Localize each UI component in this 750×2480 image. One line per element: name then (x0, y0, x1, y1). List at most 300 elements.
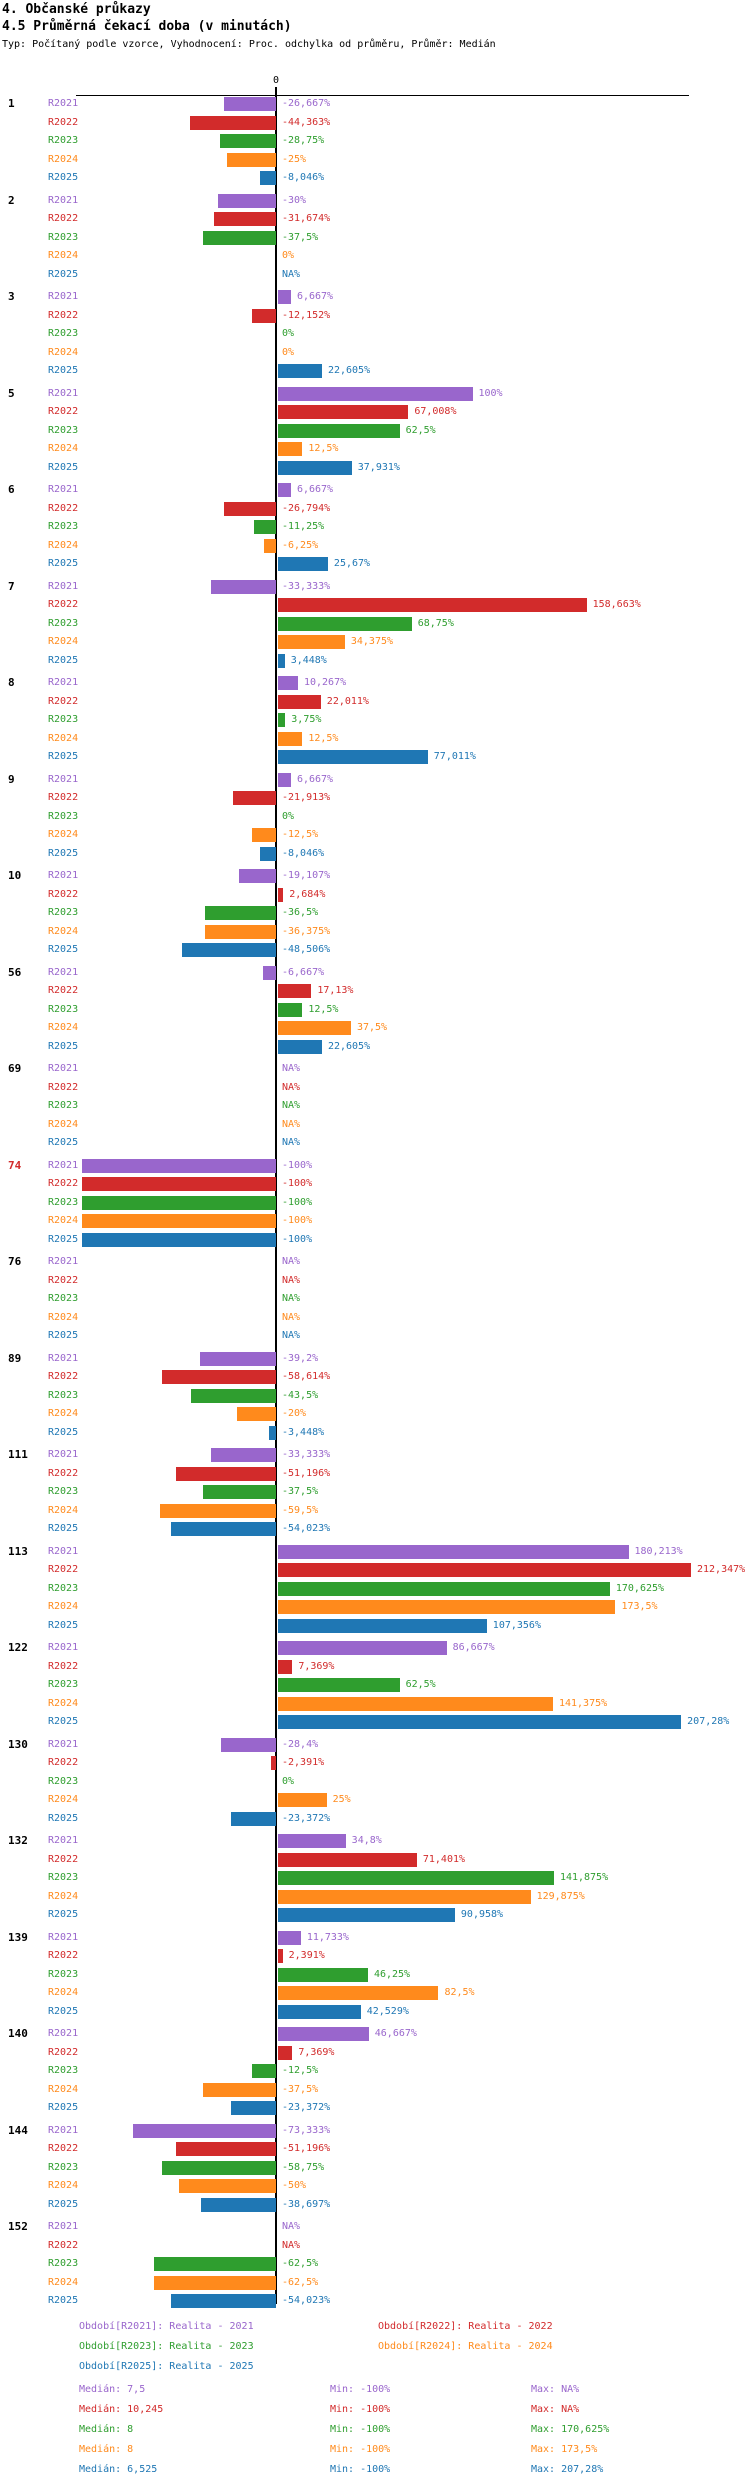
value-label: 62,5% (405, 424, 436, 436)
series-label: R2022 (48, 1757, 79, 1768)
bar (160, 1504, 276, 1518)
series-label: R2021 (48, 1063, 79, 1074)
value-label: -28,75% (282, 135, 325, 146)
value-label: -100% (282, 1233, 313, 1245)
series-label: R2025 (48, 2005, 79, 2017)
bar (200, 1352, 276, 1366)
series-label: R2022 (48, 1564, 79, 1575)
series-label: R2024 (48, 539, 79, 551)
bar (278, 1853, 417, 1867)
bar (278, 1545, 629, 1559)
bar (278, 1986, 438, 2000)
group-label: 76 (8, 1255, 22, 1268)
bar (278, 2005, 361, 2019)
series-label: R2025 (48, 2102, 79, 2113)
value-label: 62,5% (405, 1679, 436, 1690)
bar (278, 617, 412, 631)
series-label: R2022 (48, 1853, 79, 1865)
bar (82, 1233, 277, 1247)
series-label: R2022 (48, 599, 79, 610)
value-label: 7,369% (298, 2046, 335, 2058)
value-label: 12,5% (308, 443, 339, 454)
bar (211, 580, 276, 594)
series-label: R2024 (48, 636, 79, 647)
series-label: R2022 (48, 1950, 79, 1961)
series-label: R2021 (48, 1159, 79, 1171)
chart-meta: Typ: Počítaný podle vzorce, Vyhodnocení: Proc. odchylka od průměru, Průměr: Medián (2, 39, 496, 50)
value-label: -73,333% (282, 2124, 331, 2136)
group-label: 132 (8, 1834, 28, 1847)
series-label: R2025 (48, 1137, 79, 1148)
stat-median: Medián: 8 (79, 2424, 134, 2435)
chart-title: 4.5 Průměrná čekací doba (v minutách) (2, 19, 292, 34)
stat-min: Min: -100% (330, 2404, 391, 2415)
series-label: R2023 (48, 2258, 79, 2269)
value-label: 0% (282, 250, 295, 261)
bar (278, 654, 285, 668)
value-label: NA% (282, 268, 301, 280)
group-label: 3 (8, 290, 15, 303)
bar (278, 1563, 691, 1577)
value-label: -39,2% (282, 1352, 319, 1364)
series-label: R2024 (48, 1504, 79, 1516)
value-label: NA% (282, 1293, 301, 1304)
bar (278, 1660, 292, 1674)
group-label: 7 (8, 579, 15, 593)
value-label: -12,5% (282, 829, 319, 840)
series-label: R2025 (48, 172, 79, 183)
bar (176, 1467, 276, 1481)
stat-median: Medián: 8 (79, 2444, 134, 2455)
series-label: R2024 (48, 1408, 79, 1419)
value-label: -51,196% (282, 2143, 331, 2154)
bar (278, 1793, 327, 1807)
bar (278, 598, 587, 612)
value-label: 10,267% (303, 677, 347, 688)
bar (278, 1003, 302, 1017)
legend-item: Období[R2023]: Realita - 2023 (79, 2341, 254, 2352)
series-label: R2024 (48, 443, 79, 454)
series-label: R2022 (48, 2143, 79, 2154)
value-label: 34,375% (350, 636, 394, 647)
series-label: R2021 (48, 98, 79, 109)
value-label: 22,605% (327, 1040, 371, 1052)
bar (278, 1908, 455, 1922)
value-label: -38,697% (282, 2198, 331, 2210)
value-label: NA% (282, 2239, 301, 2251)
value-label: -33,333% (282, 580, 331, 592)
value-label: 34,8% (351, 1835, 382, 1846)
series-label: R2024 (48, 1794, 79, 1805)
bar (278, 1697, 553, 1711)
value-label: NA% (282, 2221, 301, 2232)
bar (278, 1040, 322, 1054)
series-label: R2024 (48, 1890, 79, 1902)
value-label: -28,4% (282, 1738, 319, 1750)
bar (214, 212, 276, 226)
value-label: -100% (282, 1196, 313, 1208)
series-label: R2021 (48, 2221, 79, 2232)
value-label: -50% (282, 2180, 307, 2191)
value-label: -51,196% (282, 1467, 331, 1479)
value-label: NA% (282, 1100, 301, 1111)
value-label: -33,333% (282, 1449, 331, 1460)
group-label: 89 (8, 1351, 22, 1365)
group-label: 152 (8, 2220, 28, 2233)
bar (278, 405, 408, 419)
series-label: R2021 (48, 1642, 79, 1653)
series-label: R2021 (48, 1835, 79, 1846)
series-label: R2021 (48, 1352, 79, 1364)
series-label: R2025 (48, 1812, 79, 1824)
series-label: R2025 (48, 847, 79, 859)
series-label: R2025 (48, 1909, 79, 1920)
value-label: 22,605% (327, 365, 371, 376)
value-label: -100% (282, 1178, 313, 1189)
bar (260, 171, 276, 185)
bar (162, 1370, 276, 1384)
series-label: R2025 (48, 944, 79, 955)
value-label: 107,356% (492, 1619, 541, 1631)
series-label: R2021 (48, 291, 79, 302)
series-label: R2023 (48, 2161, 79, 2173)
bar (154, 2257, 276, 2271)
bar (278, 888, 283, 902)
value-label: 141,375% (558, 1697, 608, 1709)
series-label: R2021 (48, 966, 79, 978)
bar (224, 97, 276, 111)
value-label: 82,5% (444, 1987, 475, 1998)
series-label: R2021 (48, 580, 79, 592)
series-label: R2024 (48, 346, 79, 358)
series-label: R2022 (48, 406, 79, 417)
value-label: 6,667% (296, 291, 334, 302)
series-label: R2023 (48, 617, 79, 629)
legend-item: Období[R2022]: Realita - 2022 (378, 2321, 553, 2332)
series-label: R2023 (48, 328, 79, 339)
value-label: 0% (282, 346, 295, 358)
bar (133, 2124, 276, 2138)
value-label: -54,023% (282, 1523, 331, 1534)
value-label: -43,5% (282, 1389, 319, 1401)
bar (278, 1968, 368, 1982)
value-label: -100% (282, 1215, 313, 1226)
value-label: 100% (478, 387, 503, 399)
value-label: 3,75% (291, 714, 322, 725)
value-label: NA% (282, 1330, 301, 1341)
stat-median: Medián: 6,525 (79, 2464, 158, 2475)
series-label: R2022 (48, 1371, 79, 1382)
group-label: 1 (8, 97, 15, 110)
bar (278, 773, 291, 787)
series-label: R2025 (48, 1426, 79, 1438)
group-label: 2 (8, 193, 15, 207)
group-label: 8 (8, 676, 15, 689)
value-label: -37,5% (282, 1486, 319, 1497)
series-label: R2023 (48, 1389, 79, 1401)
series-label: R2023 (48, 1196, 79, 1208)
group-label: 111 (8, 1448, 28, 1461)
series-label: R2022 (48, 1660, 79, 1672)
series-label: R2022 (48, 116, 79, 128)
bar (278, 984, 311, 998)
bar (205, 925, 276, 939)
value-label: 12,5% (308, 1003, 339, 1015)
series-label: R2023 (48, 1775, 79, 1787)
value-label: NA% (282, 1137, 301, 1148)
bar (201, 2198, 276, 2212)
series-label: R2025 (48, 461, 79, 473)
value-label: -11,25% (282, 521, 325, 532)
value-label: -12,5% (282, 2065, 319, 2076)
value-label: 6,667% (296, 773, 334, 785)
value-label: -21,913% (282, 792, 331, 803)
bar (231, 1812, 276, 1826)
series-label: R2021 (48, 484, 79, 495)
value-label: -23,372% (282, 1812, 331, 1824)
bar (82, 1159, 277, 1173)
series-label: R2021 (48, 1449, 79, 1460)
value-label: -26,667% (282, 98, 331, 109)
series-label: R2022 (48, 309, 79, 321)
bar (278, 695, 321, 709)
series-label: R2023 (48, 521, 79, 532)
value-label: -36,5% (282, 907, 319, 918)
series-label: R2024 (48, 1311, 79, 1323)
bar (211, 1448, 276, 1462)
stat-min: Min: -100% (330, 2384, 391, 2395)
value-label: -23,372% (282, 2102, 331, 2113)
series-label: R2023 (48, 1968, 79, 1980)
series-label: R2021 (48, 773, 79, 785)
series-label: R2024 (48, 1987, 79, 1998)
series-label: R2024 (48, 1118, 79, 1130)
series-label: R2022 (48, 1467, 79, 1479)
bar (176, 2142, 276, 2156)
bar (278, 1949, 283, 1963)
bar (252, 309, 276, 323)
group-label: 6 (8, 483, 15, 496)
bar (278, 1715, 681, 1729)
bar (278, 1600, 615, 1614)
bar (231, 2101, 276, 2115)
series-label: R2025 (48, 654, 79, 666)
value-label: 129,875% (536, 1890, 585, 1902)
value-label: 11,733% (306, 1931, 349, 1943)
series-label: R2024 (48, 1022, 79, 1033)
bar (278, 2046, 292, 2060)
value-label: 67,008% (414, 406, 457, 417)
series-label: R2024 (48, 829, 79, 840)
stat-max: Max: 207,28% (531, 2464, 604, 2475)
bar (278, 557, 328, 571)
series-label: R2024 (48, 2180, 79, 2191)
value-label: 77,011% (433, 751, 476, 762)
bar (278, 364, 322, 378)
value-label: 68,75% (417, 617, 454, 629)
value-label: -3,448% (282, 1426, 325, 1438)
value-label: -62,5% (282, 2258, 319, 2269)
value-label: 207,28% (687, 1716, 730, 1727)
value-label: 180,213% (634, 1545, 683, 1557)
bar (278, 387, 473, 401)
bar (191, 1389, 276, 1403)
value-label: 2,391% (288, 1950, 325, 1961)
series-label: R2025 (48, 1523, 79, 1534)
bar (182, 943, 276, 957)
bar (278, 1582, 610, 1596)
group-label: 56 (8, 965, 22, 979)
bar (239, 869, 276, 883)
bar (278, 676, 298, 690)
series-label: R2025 (48, 2198, 79, 2210)
value-label: 25,67% (333, 558, 371, 569)
series-label: R2022 (48, 2239, 79, 2251)
bar (203, 2083, 276, 2097)
bar (278, 1021, 351, 1035)
value-label: 158,663% (592, 599, 641, 610)
series-label: R2023 (48, 1582, 79, 1594)
bar (278, 732, 302, 746)
value-label: -26,794% (282, 502, 331, 514)
series-label: R2023 (48, 1872, 79, 1883)
bar (218, 194, 276, 208)
series-label: R2023 (48, 907, 79, 918)
bar (82, 1177, 277, 1191)
bar (227, 153, 276, 167)
series-label: R2023 (48, 1486, 79, 1497)
value-label: -37,5% (282, 2083, 319, 2095)
bar (278, 2027, 369, 2041)
value-label: -58,75% (282, 2161, 325, 2173)
series-label: R2023 (48, 1003, 79, 1015)
bar (179, 2179, 276, 2193)
bar (203, 231, 276, 245)
value-label: 6,667% (296, 484, 334, 495)
bar (278, 1619, 487, 1633)
bar (264, 539, 276, 553)
axis-zero-label: 0 (272, 75, 280, 86)
bar (278, 1678, 400, 1692)
value-label: -100% (282, 1159, 313, 1171)
series-label: R2024 (48, 1215, 79, 1226)
series-label: R2023 (48, 135, 79, 146)
value-label: 37,5% (356, 1022, 388, 1033)
value-label: 22,011% (326, 695, 369, 707)
stat-max: Max: 170,625% (531, 2424, 610, 2435)
value-label: NA% (282, 1311, 301, 1323)
series-label: R2025 (48, 1233, 79, 1245)
value-label: -8,046% (282, 847, 325, 859)
bar (190, 116, 276, 130)
series-label: R2021 (48, 1545, 79, 1557)
value-label: -8,046% (282, 172, 325, 183)
stat-median: Medián: 7,5 (79, 2384, 146, 2395)
value-label: 2,684% (289, 888, 326, 900)
stat-min: Min: -100% (330, 2464, 391, 2475)
value-label: 173,5% (621, 1601, 658, 1612)
series-label: R2021 (48, 2028, 79, 2039)
value-label: 12,5% (308, 732, 339, 744)
value-label: 46,25% (373, 1968, 411, 1980)
value-label: 25% (332, 1794, 351, 1805)
series-label: R2022 (48, 1178, 79, 1189)
series-label: R2022 (48, 888, 79, 900)
value-label: -2,391% (282, 1757, 325, 1768)
bar (271, 1756, 276, 1770)
value-label: 46,667% (374, 2028, 417, 2039)
value-label: 0% (282, 1775, 295, 1787)
bar (278, 424, 400, 438)
bar (220, 134, 276, 148)
bar (278, 1871, 554, 1885)
value-label: 170,625% (615, 1582, 665, 1594)
series-label: R2024 (48, 2276, 79, 2288)
value-label: -6,667% (282, 966, 325, 978)
bar (224, 502, 276, 516)
group-label: 113 (8, 1544, 28, 1558)
bar (269, 1426, 276, 1440)
bar (278, 290, 291, 304)
value-label: 37,931% (357, 461, 400, 473)
bar (233, 791, 276, 805)
series-label: R2021 (48, 1256, 79, 1267)
series-label: R2024 (48, 153, 79, 165)
stat-max: Max: NA% (531, 2404, 580, 2415)
value-label: -44,363% (282, 116, 331, 128)
value-label: NA% (282, 1256, 301, 1267)
series-label: R2025 (48, 751, 79, 762)
value-label: -31,674% (282, 213, 331, 224)
series-label: R2021 (48, 2124, 79, 2136)
bar (278, 461, 352, 475)
series-label: R2021 (48, 1738, 79, 1750)
series-label: R2022 (48, 213, 79, 224)
series-label: R2021 (48, 194, 79, 206)
series-label: R2024 (48, 1601, 79, 1612)
series-label: R2023 (48, 1293, 79, 1304)
stat-max: Max: NA% (531, 2384, 580, 2395)
value-label: 3,448% (290, 654, 327, 666)
value-label: -54,023% (282, 2295, 331, 2306)
value-label: -62,5% (282, 2276, 319, 2288)
value-label: 141,875% (559, 1872, 609, 1883)
series-label: R2024 (48, 732, 79, 744)
legend-item: Období[R2024]: Realita - 2024 (378, 2341, 553, 2352)
series-label: R2025 (48, 268, 79, 280)
series-label: R2021 (48, 387, 79, 399)
value-label: -25% (282, 153, 307, 165)
group-label: 9 (8, 772, 15, 786)
series-label: R2024 (48, 1697, 79, 1709)
value-label: 71,401% (422, 1853, 466, 1865)
value-label: -37,5% (282, 231, 319, 243)
series-label: R2025 (48, 2295, 79, 2306)
series-label: R2023 (48, 810, 79, 822)
series-label: R2023 (48, 424, 79, 436)
series-label: R2025 (48, 1040, 79, 1052)
legend-item: Období[R2021]: Realita - 2021 (79, 2321, 254, 2332)
bar (252, 2064, 276, 2078)
stat-median: Medián: 10,245 (79, 2404, 164, 2415)
group-label: 139 (8, 1930, 28, 1944)
series-label: R2021 (48, 1931, 79, 1943)
group-label: 122 (8, 1641, 28, 1654)
series-label: R2024 (48, 2083, 79, 2095)
series-label: R2022 (48, 1081, 79, 1093)
series-label: R2024 (48, 925, 79, 937)
value-label: NA% (282, 1081, 301, 1093)
